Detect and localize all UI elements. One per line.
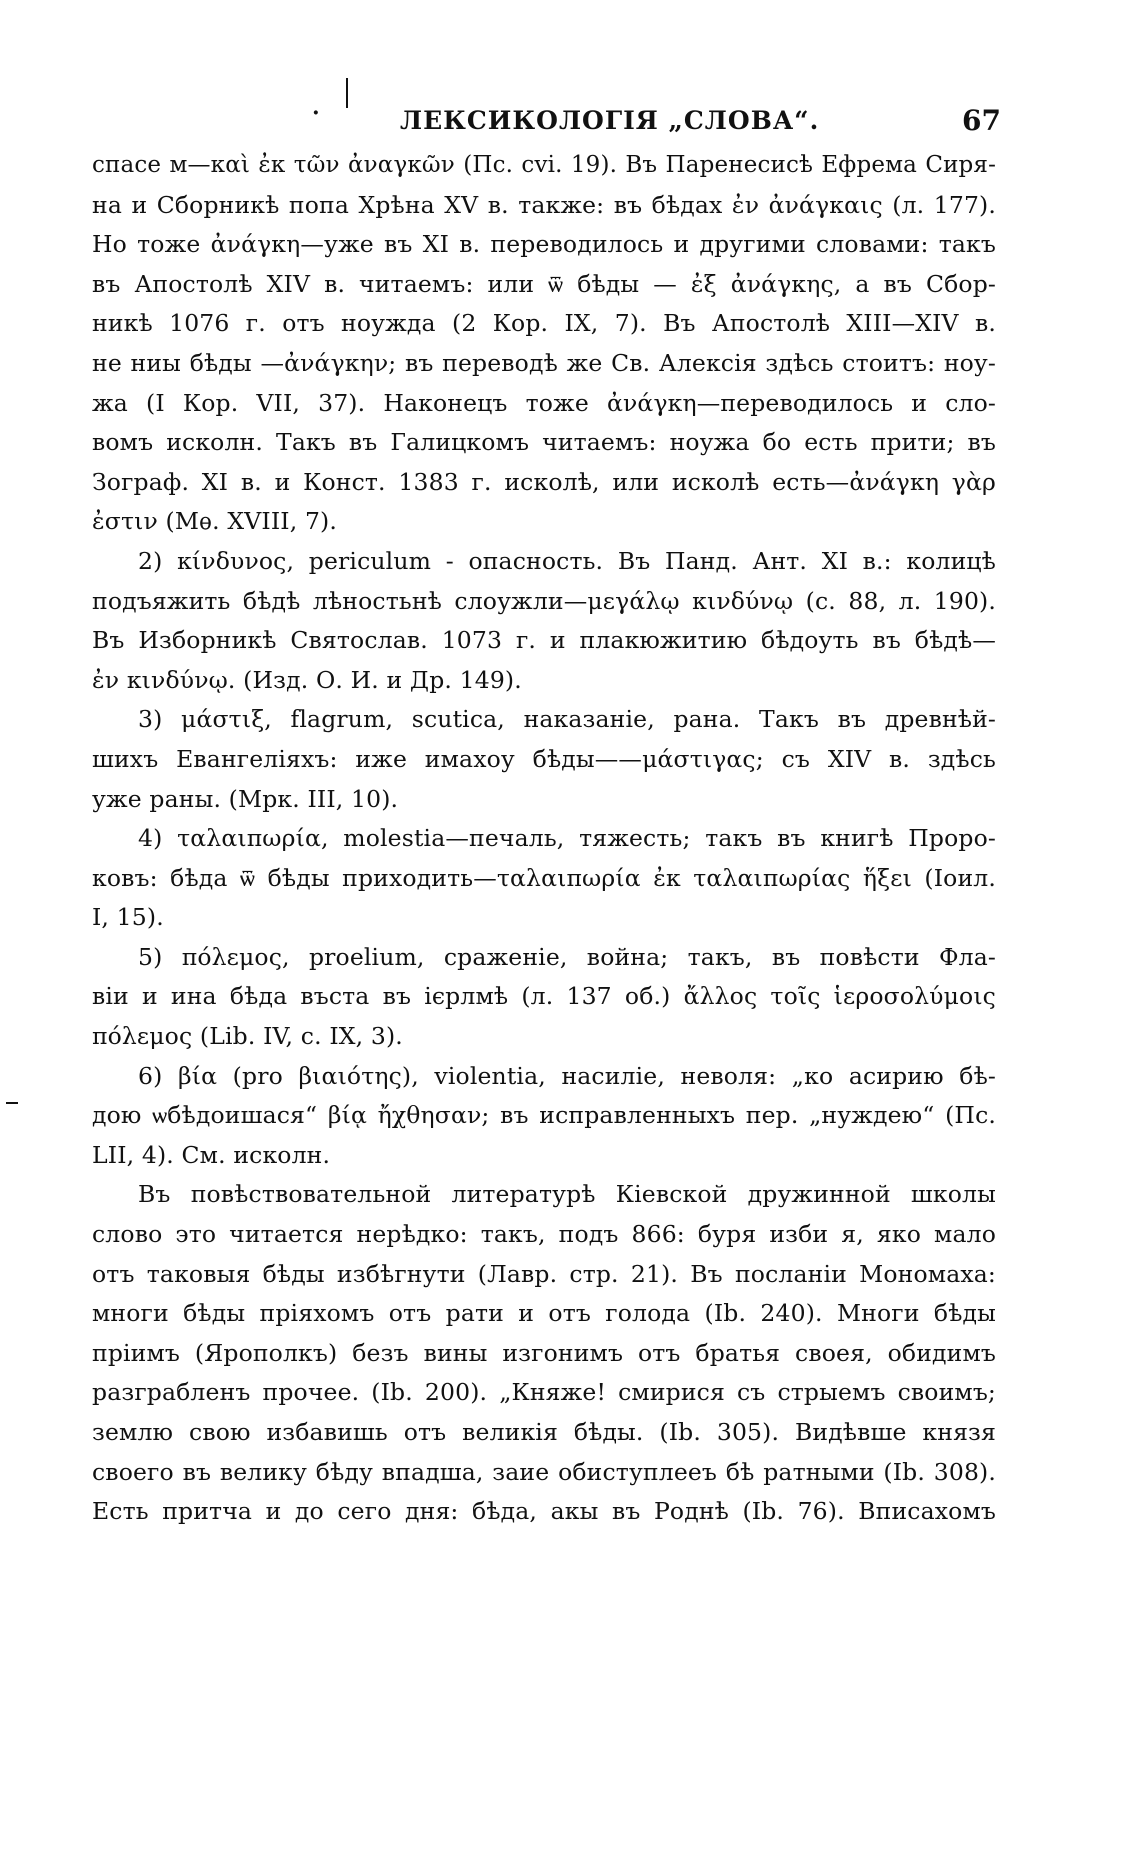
text-line: жа (I Кор. VII, 37). Наконецъ тоже ἀνάγκη—переводилось и сло- <box>92 388 996 417</box>
text-line: землю свою избавишь отъ великія бѣды. (Ib. 305). Видѣвше князя <box>92 1418 996 1446</box>
text-line: 4) ταλαιπωρία, molestia—печаль, тяжесть; такъ въ книгѣ Проро- <box>138 824 996 853</box>
text-line: шихъ Евангеліяхъ: иже имахоу бѣды——μάστιγας; съ XIV в. здѣсь <box>92 744 996 773</box>
text-line: ἐστιν (Мѳ. XVIII, 7). <box>92 507 338 536</box>
text-line: уже раны. (Мрк. III, 10). <box>92 784 399 813</box>
text-line: спасе м—καὶ ἐκ τῶν ἀναγκῶν (Пс. cvi. 19). Въ Паренесисѣ Ефрема Сиря- <box>92 152 996 178</box>
text-line: πόλεμος (Lib. IV, с. IX, 3). <box>92 1022 403 1051</box>
text-line: Въ повѣствовательной литературѣ Кіевской дружинной школы <box>138 1180 996 1209</box>
text-line: вомъ исколн. Такъ въ Галицкомъ читаемъ: ноужа бо есть прити; въ <box>92 428 996 457</box>
printer-bar-mark <box>346 78 348 108</box>
text-line: въ Апостолѣ XIV в. читаемъ: или ѿ бѣды — ἐξ ἀνάγκης, а въ Сбор- <box>92 269 996 298</box>
text-line: своего въ велику бѣду впадша, заие обиступлееъ бѣ ратными (Ib. 308). <box>92 1457 996 1486</box>
text-line: ковъ: бѣда ѿ бѣды приходить—ταλαιπωρία ἐκ ταλαιπωρίας ἥξει (Іоил. <box>92 863 996 892</box>
text-line: I, 15). <box>92 903 164 932</box>
text-line: не ниы бѣды —ἀνάγκην; въ переводѣ же Св. Алексія здѣсь стоитъ: ноу- <box>92 348 996 377</box>
body-text <box>92 146 996 1532</box>
printer-dot-mark: · <box>312 100 320 126</box>
page-number: 67 <box>962 104 1001 137</box>
text-line: 3) μάστιξ, flagrum, scutica, наказаніе, рана. Такъ въ древнѣй- <box>138 705 996 734</box>
text-line: ἐν κινδύνῳ. (Изд. О. И. и Др. 149). <box>92 665 522 694</box>
text-line: дою ѡбѣдоишася“ βίᾳ ἤχθησαν; въ исправленныхъ пер. „нуждею“ (Пс. <box>92 1101 996 1130</box>
text-line: 6) βία (pro βιαιότης), violentia, насиліе, неволя: „ко асирию бѣ- <box>138 1061 996 1090</box>
text-line: подъяжить бѣдѣ лѣностьнѣ слоужли—μεγάλῳ κινδύνῳ (с. 88, л. 190). <box>92 586 996 615</box>
text-line: многи бѣды пріяхомъ отъ рати и отъ голода (Ib. 240). Многи бѣды <box>92 1299 996 1328</box>
text-line: на и Сборникѣ попа Хрѣна XV в. также: въ бѣдах ἐν ἀνάγκαις (л. 177). <box>92 190 996 219</box>
text-line: віи и ина бѣда въста въ ієрлмѣ (л. 137 об.) ἄλλος τοῖς ἱεροσολύμοις <box>92 982 996 1011</box>
text-line: никѣ 1076 г. отъ ноужда (2 Кор. IX, 7). Въ Апостолѣ XIII—XIV в. <box>92 309 996 338</box>
text-line: слово это читается нерѣдко: такъ, подъ 866: буря изби я, яко мало <box>92 1220 996 1249</box>
text-line: Въ Изборникѣ Святослав. 1073 г. и плакюжитию бѣдоуть въ бѣдѣ— <box>92 626 996 655</box>
running-head: ЛЕКСИКОЛОГІЯ „СЛОВА“. <box>400 106 820 135</box>
text-line: LII, 4). См. исколн. <box>92 1140 331 1169</box>
text-line: отъ таковыя бѣды избѣгнути (Лавр. стр. 21). Въ посланіи Мономаха: <box>92 1259 996 1288</box>
text-line: Есть притча и до сего дня: бѣда, акы въ Роднѣ (Ib. 76). Вписахомъ <box>92 1497 996 1526</box>
text-line: Но тоже ἀνάγκη—уже въ XI в. переводилось и другими словами: такъ <box>92 230 996 259</box>
margin-tick-mark <box>6 1102 18 1104</box>
text-line: разграбленъ прочее. (Ib. 200). „Княже! смирися съ стрыемъ своимъ; <box>92 1378 996 1407</box>
text-line: 5) πόλεμος, proelium, сраженіе, война; такъ, въ повѣсти Фла- <box>138 942 996 971</box>
text-line: пріимъ (Ярополкъ) безъ вины изгонимъ отъ братья своея, обидимъ <box>92 1338 996 1367</box>
text-line: 2) κίνδυνος, periculum - опасность. Въ Панд. Ант. XI в.: колицѣ <box>138 546 996 575</box>
text-line: Зограф. XI в. и Конст. 1383 г. исколѣ, или исколѣ есть—ἀνάγκη γὰρ <box>92 467 996 496</box>
